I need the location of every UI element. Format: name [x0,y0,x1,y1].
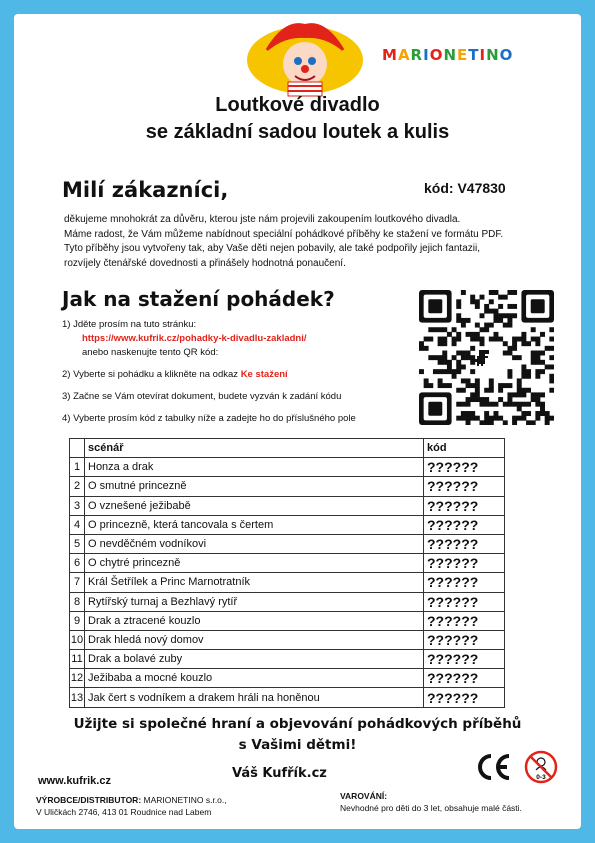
manufacturer-label: VÝROBCE/DISTRIBUTOR: [36,795,142,805]
story-title: Rytířský turnaj a Bezhlavý rytíř [85,592,424,611]
ce-mark-icon [476,752,512,782]
brand-letter: I [423,46,430,64]
story-code: ?????? [424,630,505,649]
table-row [70,496,505,515]
step-4-text: 4) Vyberte prosím kód z tabulky níže a zadejte ho do příslušného pole [62,413,356,424]
story-title: Drak a ztracené kouzlo [85,611,424,630]
leaflet-page [14,14,581,829]
story-code: ?????? [424,688,505,707]
story-code-table [69,438,505,708]
closing-message [14,714,581,756]
step-2-text [62,368,288,381]
table-row [70,669,505,688]
story-title: Drak hledá nový domov [85,630,424,649]
story-code: ?????? [424,534,505,553]
story-title: O princezně, která tancovala s čertem [85,515,424,534]
story-code: ?????? [424,611,505,630]
story-code: ?????? [424,669,505,688]
story-code: ?????? [424,477,505,496]
story-title: Král Šetřílek a Princ Marnotratník [85,573,424,592]
row-number: 4 [70,515,85,534]
row-number: 8 [70,592,85,611]
table-row [70,534,505,553]
story-title: O vznešené ježibabě [85,496,424,515]
story-code: ?????? [424,496,505,515]
manufacturer-name: MARIONETINO s.r.o., [141,795,227,805]
table-row [70,592,505,611]
signature: Váš Kufřík.cz [232,766,327,781]
jester-logo [242,16,368,98]
manufacturer-info [36,794,227,818]
warning-label: VAROVÁNÍ: [340,791,388,801]
table-header-code: kód [424,439,505,458]
intro-line: Tyto příběhy jsou vytvořeny tak, aby Vaše děti nejen pobavily, ale také podpořily jejich fantazii, [64,243,480,254]
intro-line: děkujeme mnohokrát za důvěru, kterou jste nám projevili zakoupením loutkového divadla. [64,214,461,225]
story-title: Drak a bolavé zuby [85,650,424,669]
brand-letter: O [429,46,444,64]
qr-code[interactable] [419,290,554,425]
row-number: 5 [70,534,85,553]
story-title: O chytré princezně [85,554,424,573]
story-code: ?????? [424,554,505,573]
row-number: 6 [70,554,85,573]
story-title: O nevděčném vodníkovi [85,534,424,553]
row-number: 1 [70,458,85,477]
step-1-text: 1) Jděte prosím na tuto stránku: [62,319,197,330]
intro-line: Máme radost, že Vám můžeme nabídnout speciální pohádkové příběhy ke stažení ve formátu PDF. [64,228,504,240]
story-code: ?????? [424,573,505,592]
brand-letter: E [457,46,469,64]
step-3-text: 3) Začne se Vám otevírat dokument, budete vyzván k zadání kódu [62,391,342,402]
table-header-row [70,439,505,458]
page-title [14,92,581,146]
title-line-1: Loutkové divadlo [215,94,380,116]
closing-line-2: s Vašimi dětmi! [238,737,357,753]
title-line-2: se základní sadou loutek a kulis [145,121,450,143]
age-warning-icon [524,750,558,784]
story-title: Jak čert s vodníkem a drakem hráli na honěnou [85,688,424,707]
step-1-qr-text: anebo naskenujte tento QR kód: [82,347,219,358]
step-2-label: 2) Vyberte si pohádku a klikněte na odkaz [62,369,241,380]
table-row [70,515,505,534]
manufacturer-address: V Uličkách 2746, 413 01 Roudnice nad Labem [36,807,212,817]
table-header-scenario: scénář [85,439,424,458]
row-number: 7 [70,573,85,592]
row-number: 10 [70,630,85,649]
greeting: Milí zákazníci, [62,178,229,202]
row-number: 2 [70,477,85,496]
story-code: ?????? [424,592,505,611]
warning-info [340,790,522,814]
story-code: ?????? [424,650,505,669]
brand-letter: N [486,46,500,64]
brand-letter: A [397,46,411,64]
story-code: ?????? [424,515,505,534]
warning-text: Nevhodné pro děti do 3 let, obsahuje malé části. [340,803,522,813]
brand-letter: R [410,46,424,64]
table-row [70,573,505,592]
story-title: Ježibaba a mocné kouzlo [85,669,424,688]
brand-letter: O [499,46,514,64]
table-row [70,650,505,669]
brand-name [382,46,513,64]
row-number: 9 [70,611,85,630]
table-row [70,611,505,630]
intro-line: rozvíjely čtenářské dovednosti a přinášely hodnotná ponaučení. [64,257,346,269]
row-number: 3 [70,496,85,515]
website-link[interactable]: www.kufrik.cz [38,775,111,787]
table-row [70,554,505,573]
row-number: 13 [70,688,85,707]
table-row [70,688,505,707]
age-range-label: 0-3 [536,774,546,781]
closing-line-1: Užijte si společné hraní a objevování pohádkových příběhů [73,716,522,732]
download-link-label: Ke stažení [240,369,288,380]
table-row [70,477,505,496]
brand-letter: M [382,46,398,64]
table-row [70,458,505,477]
brand-letter: I [479,46,487,64]
download-heading: Jak na stažení pohádek? [62,287,335,311]
row-number: 12 [70,669,85,688]
story-title: Honza a drak [85,458,424,477]
download-url-link[interactable]: https://www.kufrik.cz/pohadky-k-divadlu-zakladni/ [82,333,307,344]
brand-letter: N [443,46,458,64]
story-title: O smutné princezně [85,477,424,496]
intro-paragraph [64,213,564,271]
row-number: 11 [70,650,85,669]
brand-letter: T [468,46,480,64]
product-code: kód: V47830 [424,180,506,196]
table-header-num [70,439,85,458]
story-code: ?????? [424,458,505,477]
table-row [70,630,505,649]
